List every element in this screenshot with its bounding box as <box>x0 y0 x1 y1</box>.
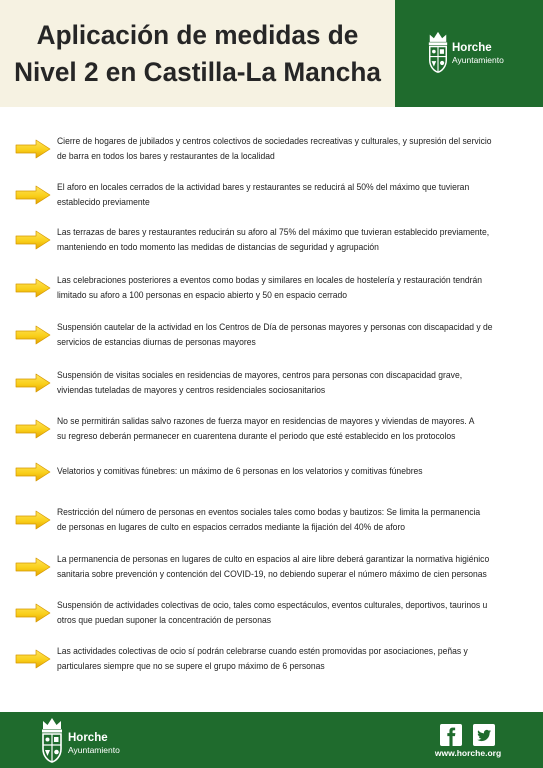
measure-text <box>57 320 493 350</box>
arrow-right-icon <box>15 325 51 345</box>
arrow-right-icon <box>15 419 51 439</box>
measure-text-line: Las celebraciones posteriores a eventos como bodas y similares en locales de hostelería y restauración tendrán <box>57 274 483 285</box>
arrow-right-icon <box>15 603 51 623</box>
arrow-right-icon <box>15 185 51 205</box>
arrow-right-icon <box>15 278 51 298</box>
measure-item <box>15 320 535 350</box>
poster-title <box>0 17 395 91</box>
measure-item <box>15 552 535 582</box>
title-line-2: Nivel 2 en Castilla-La Mancha <box>14 57 381 87</box>
measure-text-line: Las actividades colectivas de ocio sí podrán celebrarse cuando estén promovidas por asociaciones, peñas y <box>57 645 468 656</box>
measure-text <box>57 134 492 164</box>
measure-text <box>57 273 482 303</box>
measure-text-line: Restricción del número de personas en eventos sociales tales como bodas y bautizos: Se limita la permanencia <box>57 506 481 517</box>
coat-of-arms-icon <box>427 29 449 75</box>
measure-text-line: sanitaria sobre prevención y contención del COVID-19, no debiendo superar el número máximo de cien personas <box>57 568 487 579</box>
facebook-icon[interactable] <box>440 724 462 746</box>
measure-text-line: Suspensión de actividades colectivas de ocio, tales como espectáculos, eventos culturales, deportivos, taurinos u <box>57 599 488 610</box>
measure-text-line: su regreso deberán permanecer en cuarentena durante el periodo que esté establecido en los protocolos <box>57 430 456 441</box>
measure-text-line: No se permitirán salidas salvo razones de fuerza mayor en residencias de mayores y viviendas de mayores. A <box>57 415 475 426</box>
measure-item <box>15 180 535 210</box>
arrow-right-icon <box>15 462 51 482</box>
arrow-right-icon <box>15 230 51 250</box>
measure-item <box>15 368 535 398</box>
measure-text <box>57 414 474 444</box>
measure-text-line: Suspensión cautelar de la actividad en los Centros de Día de personas mayores y personas con discapacidad y de <box>57 321 493 332</box>
measure-item <box>15 134 535 164</box>
measure-text <box>57 225 489 255</box>
measure-text <box>57 552 489 582</box>
measure-item <box>15 273 535 303</box>
measure-item <box>15 414 535 444</box>
measure-text-line: Las terrazas de bares y restaurantes reducirán su aforo al 75% del máximo que tuvieran establecido previamente, <box>57 226 490 237</box>
measure-text-line: servicios de estancias diurnas de personas mayores <box>57 336 256 347</box>
measure-text-line: viviendas tuteladas de mayores y centros residenciales sociosanitarios <box>57 384 326 395</box>
measure-item <box>15 505 535 535</box>
arrow-right-icon <box>15 139 51 159</box>
measure-text-line: Cierre de hogares de jubilados y centros colectivos de sociedades recreativas y culturales, y supresión del servicio <box>57 135 492 146</box>
website-link[interactable]: www.horche.org <box>434 748 502 758</box>
measure-text-line: manteniendo en todo momento las medidas de distancias de seguridad y agrupación <box>57 241 379 252</box>
measure-text-line: La permanencia de personas en lugares de culto en espacios al aire libre deberá garantizar la normativa higiénico <box>57 553 490 564</box>
measure-text <box>57 598 487 628</box>
measure-text-line: limitado su aforo a 100 personas en espacio abierto y 50 en espacio cerrado <box>57 289 348 300</box>
measure-text-line: particulares siempre que no se supere el grupo máximo de 6 personas <box>57 660 325 671</box>
arrow-right-icon <box>15 510 51 530</box>
measure-text-line: establecido previamente <box>57 196 150 207</box>
measure-text-line: El aforo en locales cerrados de la actividad bares y restaurantes se reducirá al 50% del máximo que tuvieran <box>57 181 470 192</box>
title-line-1: Aplicación de medidas de <box>36 20 359 50</box>
measure-text-line: Velatorios y comitivas fúnebres: un máximo de 6 personas en los velatorios y comitivas fúnebres <box>57 466 423 476</box>
twitter-icon[interactable] <box>473 724 495 746</box>
footer <box>0 712 543 768</box>
measures-list <box>0 107 543 712</box>
logo-name: Horche <box>452 42 492 54</box>
header-logo-box <box>395 0 543 107</box>
measure-text <box>57 180 469 210</box>
measure-item <box>15 644 535 674</box>
measure-item <box>15 598 535 628</box>
measure-text <box>57 644 468 674</box>
measure-text-line: de personas en lugares de culto en espacios cerrados mediante la fijación del 40% de aforo <box>57 521 406 532</box>
measure-item <box>15 462 535 482</box>
measure-text-line: otros que puedan suponer la concentración de personas <box>57 614 271 625</box>
measure-item <box>15 225 535 255</box>
coat-of-arms-icon <box>40 717 64 763</box>
logo-subtitle: Ayuntamiento <box>452 55 504 65</box>
measure-text <box>57 505 480 535</box>
arrow-right-icon <box>15 373 51 393</box>
footer-logo-subtitle: Ayuntamiento <box>68 745 120 755</box>
header <box>0 0 543 107</box>
arrow-right-icon <box>15 557 51 577</box>
arrow-right-icon <box>15 649 51 669</box>
footer-logo-name: Horche <box>68 732 108 744</box>
measure-text <box>57 368 462 398</box>
measure-text-line: de barra en todos los bares y restaurantes de la localidad <box>57 150 275 161</box>
measure-text-line: Suspensión de visitas sociales en residencias de mayores, centros para personas con discapacidad grave, <box>57 369 463 380</box>
measure-text <box>57 464 423 479</box>
